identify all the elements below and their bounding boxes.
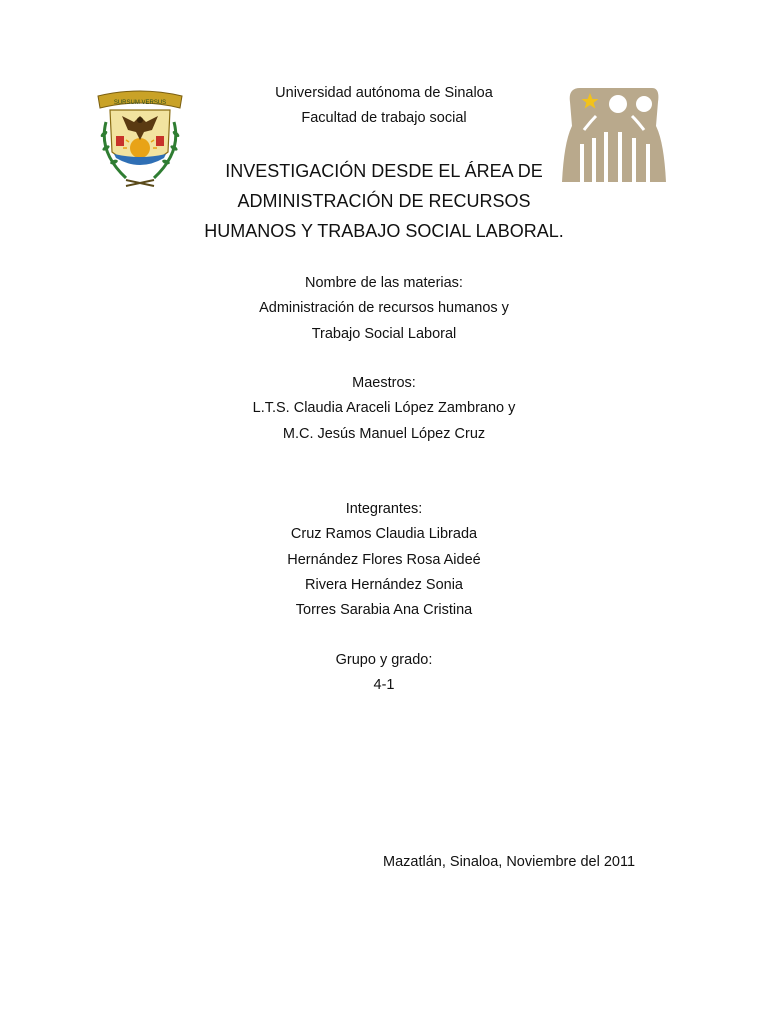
member-name: Rivera Hernández Sonia (305, 576, 463, 593)
subjects-block (0, 271, 768, 347)
teachers-label: Maestros: (352, 375, 416, 391)
group-block (0, 648, 768, 699)
title-line: ADMINISTRACIÓN DE RECURSOS (237, 191, 531, 211)
crest-banner-text: SURSUM VERSUS (113, 100, 167, 106)
member-name: Torres Sarabia Ana Cristina (295, 602, 473, 619)
teacher-line: L.T.S. Claudia Araceli López Zambrano y (252, 400, 516, 417)
teacher-line: M.C. Jesús Manuel López Cruz (282, 425, 486, 442)
members-label: Integrantes: (345, 501, 423, 517)
subject-line: Trabajo Social Laboral (311, 325, 457, 342)
faculty-name: Facultad de trabajo social (301, 110, 467, 126)
member-name: Hernández Flores Rosa Aideé (287, 551, 481, 568)
group-value: 4-1 (373, 677, 395, 694)
subject-line: Administración de recursos humanos y (259, 300, 509, 317)
members-block (0, 497, 768, 623)
title-line: HUMANOS Y TRABAJO SOCIAL LABORAL. (204, 221, 564, 241)
subjects-label: Nombre de las materias: (305, 275, 463, 291)
group-label: Grupo y grado: (335, 652, 433, 668)
teachers-block (0, 371, 768, 447)
title-line: INVESTIGACIÓN DESDE EL ÁREA DE (225, 161, 543, 181)
university-name: Universidad autónoma de Sinaloa (275, 85, 493, 101)
member-name: Cruz Ramos Claudia Librada (290, 526, 478, 543)
place-date: Mazatlán, Sinaloa, Noviembre del 2011 (383, 854, 636, 870)
document-title (0, 156, 768, 246)
